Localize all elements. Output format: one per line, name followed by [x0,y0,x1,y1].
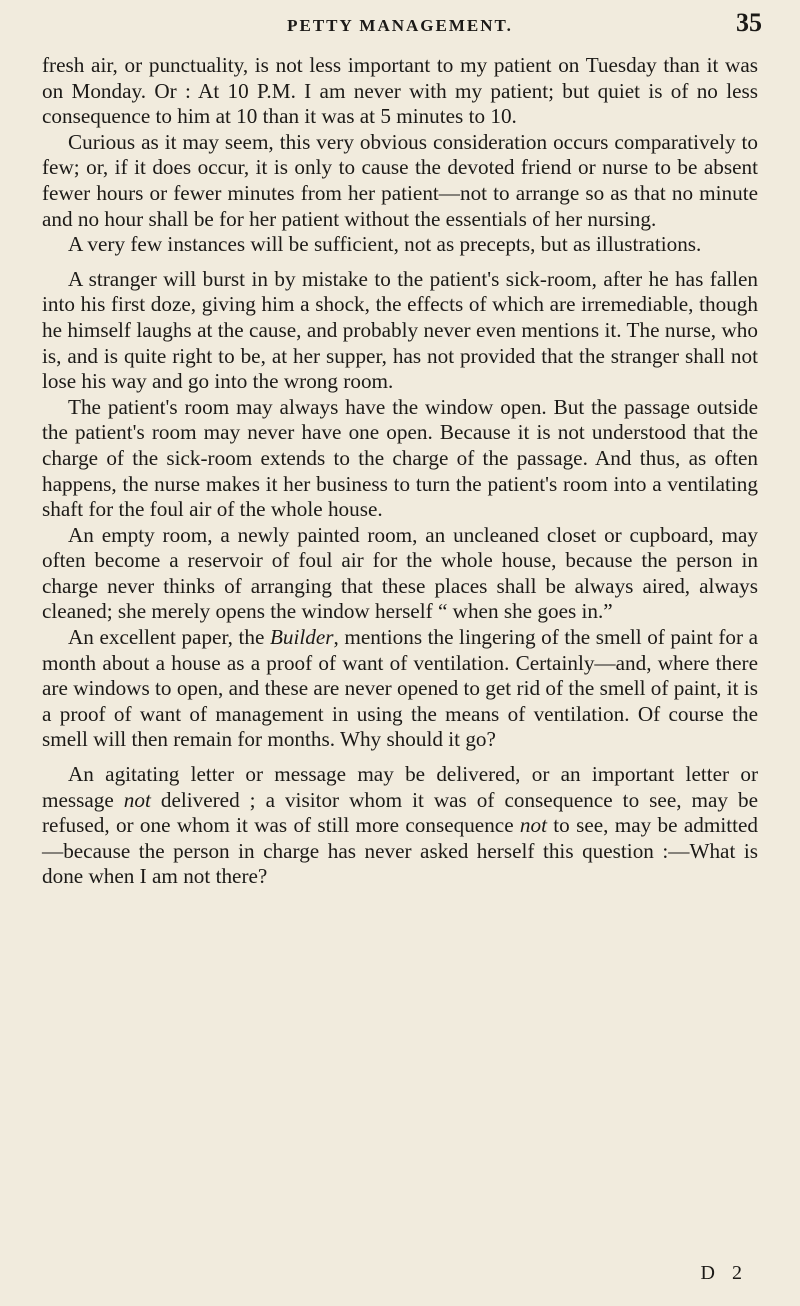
page-number: 35 [736,8,762,37]
paragraph-8-text-a: An agitating letter or message may be delivered, or an important letter or message [42,762,758,812]
emphasis-not-1: not [123,787,151,812]
running-title: PETTY MANAGEMENT. [287,16,513,35]
paragraph-3: A very few instances will be sufficient, not as precepts, but as illustrations. [68,232,702,257]
running-head [0,6,800,40]
body-text [42,53,758,890]
paragraph-1: fresh air, or punctuality, is not less important to my patient on Tuesday than it was on Monday. Or : At 10 P.M. I am never with my patient; but quiet is of no less consequence to him at 10 than it was at 5 minutes to 10. [42,53,758,129]
paragraph-7-text-a: An excellent paper, the [68,625,270,650]
paragraph-7-text-b: , mentions the lingering of the smell of paint for a month about a house as a proof of want of ventilation. Certainly—and, where there are windows to open, and these are never opened to get rid of the smell of paint, it is a proof of want of management in using the means of ventilation. Of course the smell will then remain for months. Why should it go? [42,625,758,752]
paragraph-2: Curious as it may seem, this very obvious consideration occurs comparatively to few; or, if it does occur, it is only to cause the devoted friend or nurse to be absent fewer hours or fewer minutes from her patient—not to arrange so as that no minute and no hour shall be for her patient without the essentials of her nursing. [42,129,758,231]
signature-mark: D 2 [700,1262,748,1284]
paragraph-7 [42,625,758,753]
paragraph-6: An empty room, a newly painted room, an uncleaned closet or cupboard, may often become a reservoir of foul air for the whole house, because the person in charge never thinks of arranging that these places shall be always aired, always cleaned; she merely opens the window herself “ when she goes in.” [42,522,758,624]
paragraph-5: The patient's room may always have the window open. But the passage outside the patient's room may never have one open. Because it is not understood that the charge of the sick-room extends to the charge of the passage. And thus, as often happens, the nurse makes it her business to turn the patient's room into a ventilating shaft for the foul air of the whole house. [42,394,758,522]
paragraph-8-text-c: to see, may be admitted—because the person in charge has never asked herself this question :—What is done when I am not there? [42,813,758,889]
paragraph-4: A stranger will burst in by mistake to the patient's sick-room, after he has fallen into his first doze, giving him a shock, the effects of which are irremediable, though he himself laughs at the cause, and probably never even mentions it. The nurse, who is, and is quite right to be, at her supper, has not provided that the stranger shall not lose his way and go into the wrong room. [42,266,758,394]
paragraph-8 [42,762,758,890]
emphasis-not-2: not [519,813,547,838]
paragraph-8-text-b: delivered ; a visitor whom it was of consequence to see, may be refused, or one whom it was of still more consequence [42,787,758,838]
builder-title: Builder [269,625,334,650]
